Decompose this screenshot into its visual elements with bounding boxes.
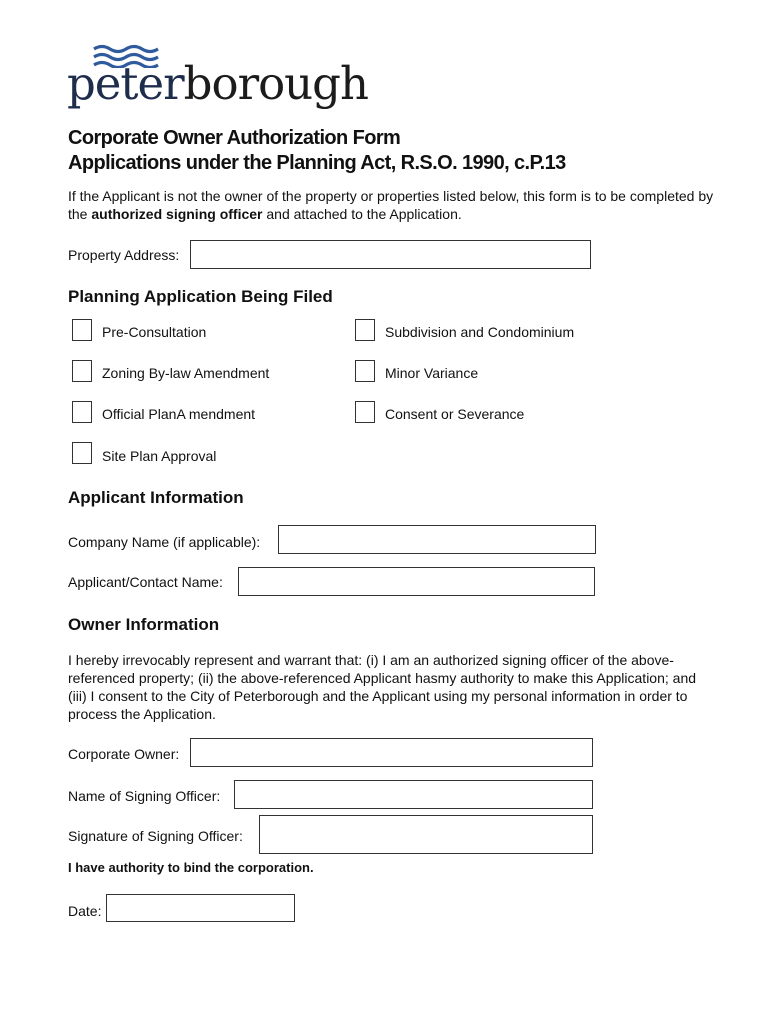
date-input[interactable] — [106, 894, 295, 922]
date-label: Date: — [68, 903, 102, 919]
consent-label: Consent or Severance — [385, 406, 525, 422]
owner-heading: Owner Information — [68, 615, 220, 634]
property-address-input[interactable] — [190, 240, 591, 269]
minor-variance-label: Minor Variance — [385, 365, 479, 381]
contact-name-label: Applicant/Contact Name: — [68, 574, 223, 590]
logo-wordmark: peterborough — [67, 57, 368, 110]
site-plan-label: Site Plan Approval — [102, 448, 217, 464]
intro-text: If the Applicant is not the owner of the property or properties listed below, this form is to be completed by the authorized signing officer and attached to the Application. — [68, 188, 714, 222]
pre-consultation-checkbox[interactable] — [72, 319, 92, 341]
contact-name-input[interactable] — [238, 567, 595, 596]
page-title: Corporate Owner Authorization Form — [68, 127, 401, 149]
page-subtitle: Applications under the Planning Act, R.S.O. 1990, c.P.13 — [68, 152, 566, 174]
official-plan-checkbox[interactable] — [72, 401, 92, 423]
corporate-owner-label: Corporate Owner: — [68, 746, 180, 762]
planning-heading: Planning Application Being Filed — [68, 287, 333, 306]
authority-statement: I have authority to bind the corporation. — [68, 860, 314, 875]
site-plan-checkbox[interactable] — [72, 442, 92, 464]
zoning-checkbox[interactable] — [72, 360, 92, 382]
pre-consultation-label: Pre-Consultation — [102, 324, 207, 340]
owner-statement: I hereby irrevocably represent and warrant that: (i) I am an authorized signing officer of the above-referenced property; (ii) the above-referenced Applicant hasmy authority to make this Application; and (iii) I consent to the City of Peterborough and the Applicant using my personal information in order to process the Application. — [68, 652, 697, 722]
consent-checkbox[interactable] — [355, 401, 375, 423]
corporate-owner-input[interactable] — [190, 738, 593, 767]
signature-field[interactable] — [259, 815, 593, 854]
property-address-label: Property Address: — [68, 247, 180, 263]
official-plan-label: Official PlanA mendment — [102, 406, 256, 422]
signing-officer-input[interactable] — [234, 780, 593, 809]
company-name-input[interactable] — [278, 525, 596, 554]
signing-officer-label: Name of Signing Officer: — [68, 788, 221, 804]
applicant-heading: Applicant Information — [68, 488, 244, 507]
subdivision-checkbox[interactable] — [355, 319, 375, 341]
company-name-label: Company Name (if applicable): — [68, 534, 261, 550]
zoning-label: Zoning By-law Amendment — [102, 365, 270, 381]
signature-label: Signature of Signing Officer: — [68, 828, 243, 844]
subdivision-label: Subdivision and Condominium — [385, 324, 575, 340]
minor-variance-checkbox[interactable] — [355, 360, 375, 382]
